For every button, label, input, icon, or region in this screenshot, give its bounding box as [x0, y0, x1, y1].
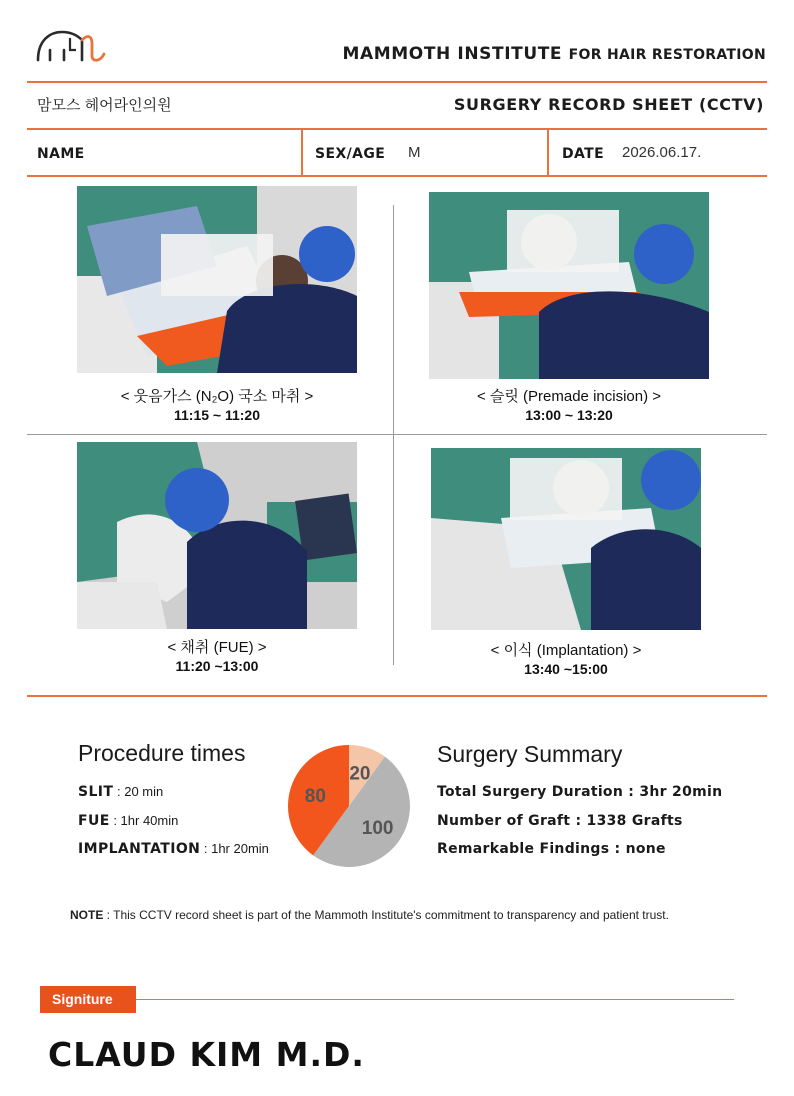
- signature-label: Signiture: [40, 986, 136, 1013]
- pie-data-label: 20: [349, 763, 371, 785]
- procedure-item: [78, 812, 178, 829]
- photo-caption-title: < 슬릿 (Premade incision) >: [476, 388, 662, 405]
- pie-data-label: 100: [361, 817, 394, 839]
- photo-caption-time: 13:40 ~15:00: [524, 661, 608, 677]
- photos-divider: [27, 695, 767, 697]
- note: [70, 908, 669, 922]
- cctv-photo-implantation: [431, 448, 701, 630]
- mammoth-logo-icon: [36, 26, 110, 66]
- note-label: NOTE: [70, 908, 104, 922]
- summary-findings: Remarkable Findings : none: [437, 841, 666, 857]
- procedure-item: [78, 840, 269, 857]
- procedure-item-label: FUE: [78, 813, 110, 829]
- pie-data-label: 80: [304, 786, 326, 808]
- surgery-summary-title: Surgery Summary: [437, 741, 623, 767]
- procedure-item: [78, 783, 163, 800]
- procedure-times-title: Procedure times: [78, 740, 246, 766]
- header-divider: [27, 81, 767, 83]
- institute-sub: FOR HAIR RESTORATION: [568, 47, 766, 63]
- photo-caption-title: < 이식 (Implantation) >: [490, 642, 642, 659]
- cctv-photo-fue: [77, 442, 357, 629]
- sex-age-field[interactable]: M: [408, 144, 421, 161]
- procedure-item-value: : 20 min: [113, 784, 164, 799]
- photo-caption-title: < 채취 (FUE) >: [167, 639, 267, 656]
- institute-main: MAMMOTH INSTITUTE: [342, 44, 563, 64]
- cctv-photo-anesthesia: [77, 186, 357, 373]
- cctv-photo-slit: [429, 192, 709, 379]
- procedure-time-pie-chart: [286, 743, 412, 869]
- photo-caption-time: 11:15 ~ 11:20: [173, 407, 261, 423]
- title-divider: [27, 128, 767, 130]
- procedure-item-value: : 1hr 20min: [200, 841, 269, 856]
- procedure-item-label: IMPLANTATION: [78, 841, 201, 857]
- date-field[interactable]: 2026.06.17.: [622, 144, 702, 161]
- procedure-item-label: SLIT: [78, 784, 114, 800]
- sex-age-label: SEX/AGE: [315, 146, 386, 162]
- grid-horizontal-divider: [27, 434, 767, 435]
- doctor-name: CLAUD KIM M.D.: [48, 1035, 365, 1074]
- note-text: : This CCTV record sheet is part of the Mammoth Institute's commitment to transparency and patient trust.: [103, 908, 669, 922]
- patient-divider: [27, 175, 767, 177]
- signature-line: [136, 999, 734, 1000]
- photo-caption-time: 13:00 ~ 13:20: [525, 407, 613, 423]
- photo-caption-time: 11:20 ~13:00: [175, 658, 259, 674]
- field-divider: [547, 129, 549, 176]
- procedure-item-value: : 1hr 40min: [109, 813, 179, 828]
- photo-caption-title: < 웃음가스 (N₂O) 국소 마취 >: [120, 388, 314, 405]
- grid-vertical-divider: [393, 205, 394, 665]
- summary-duration: Total Surgery Duration : 3hr 20min: [437, 784, 723, 800]
- summary-graft-count: Number of Graft : 1338 Grafts: [437, 813, 683, 829]
- field-divider: [301, 129, 303, 176]
- institute-name: [343, 44, 767, 64]
- date-label: DATE: [562, 146, 605, 162]
- clinic-korean-name: 맘모스 헤어라인의원: [37, 97, 172, 114]
- sheet-title: SURGERY RECORD SHEET (CCTV): [453, 95, 764, 114]
- name-label: NAME: [37, 146, 85, 162]
